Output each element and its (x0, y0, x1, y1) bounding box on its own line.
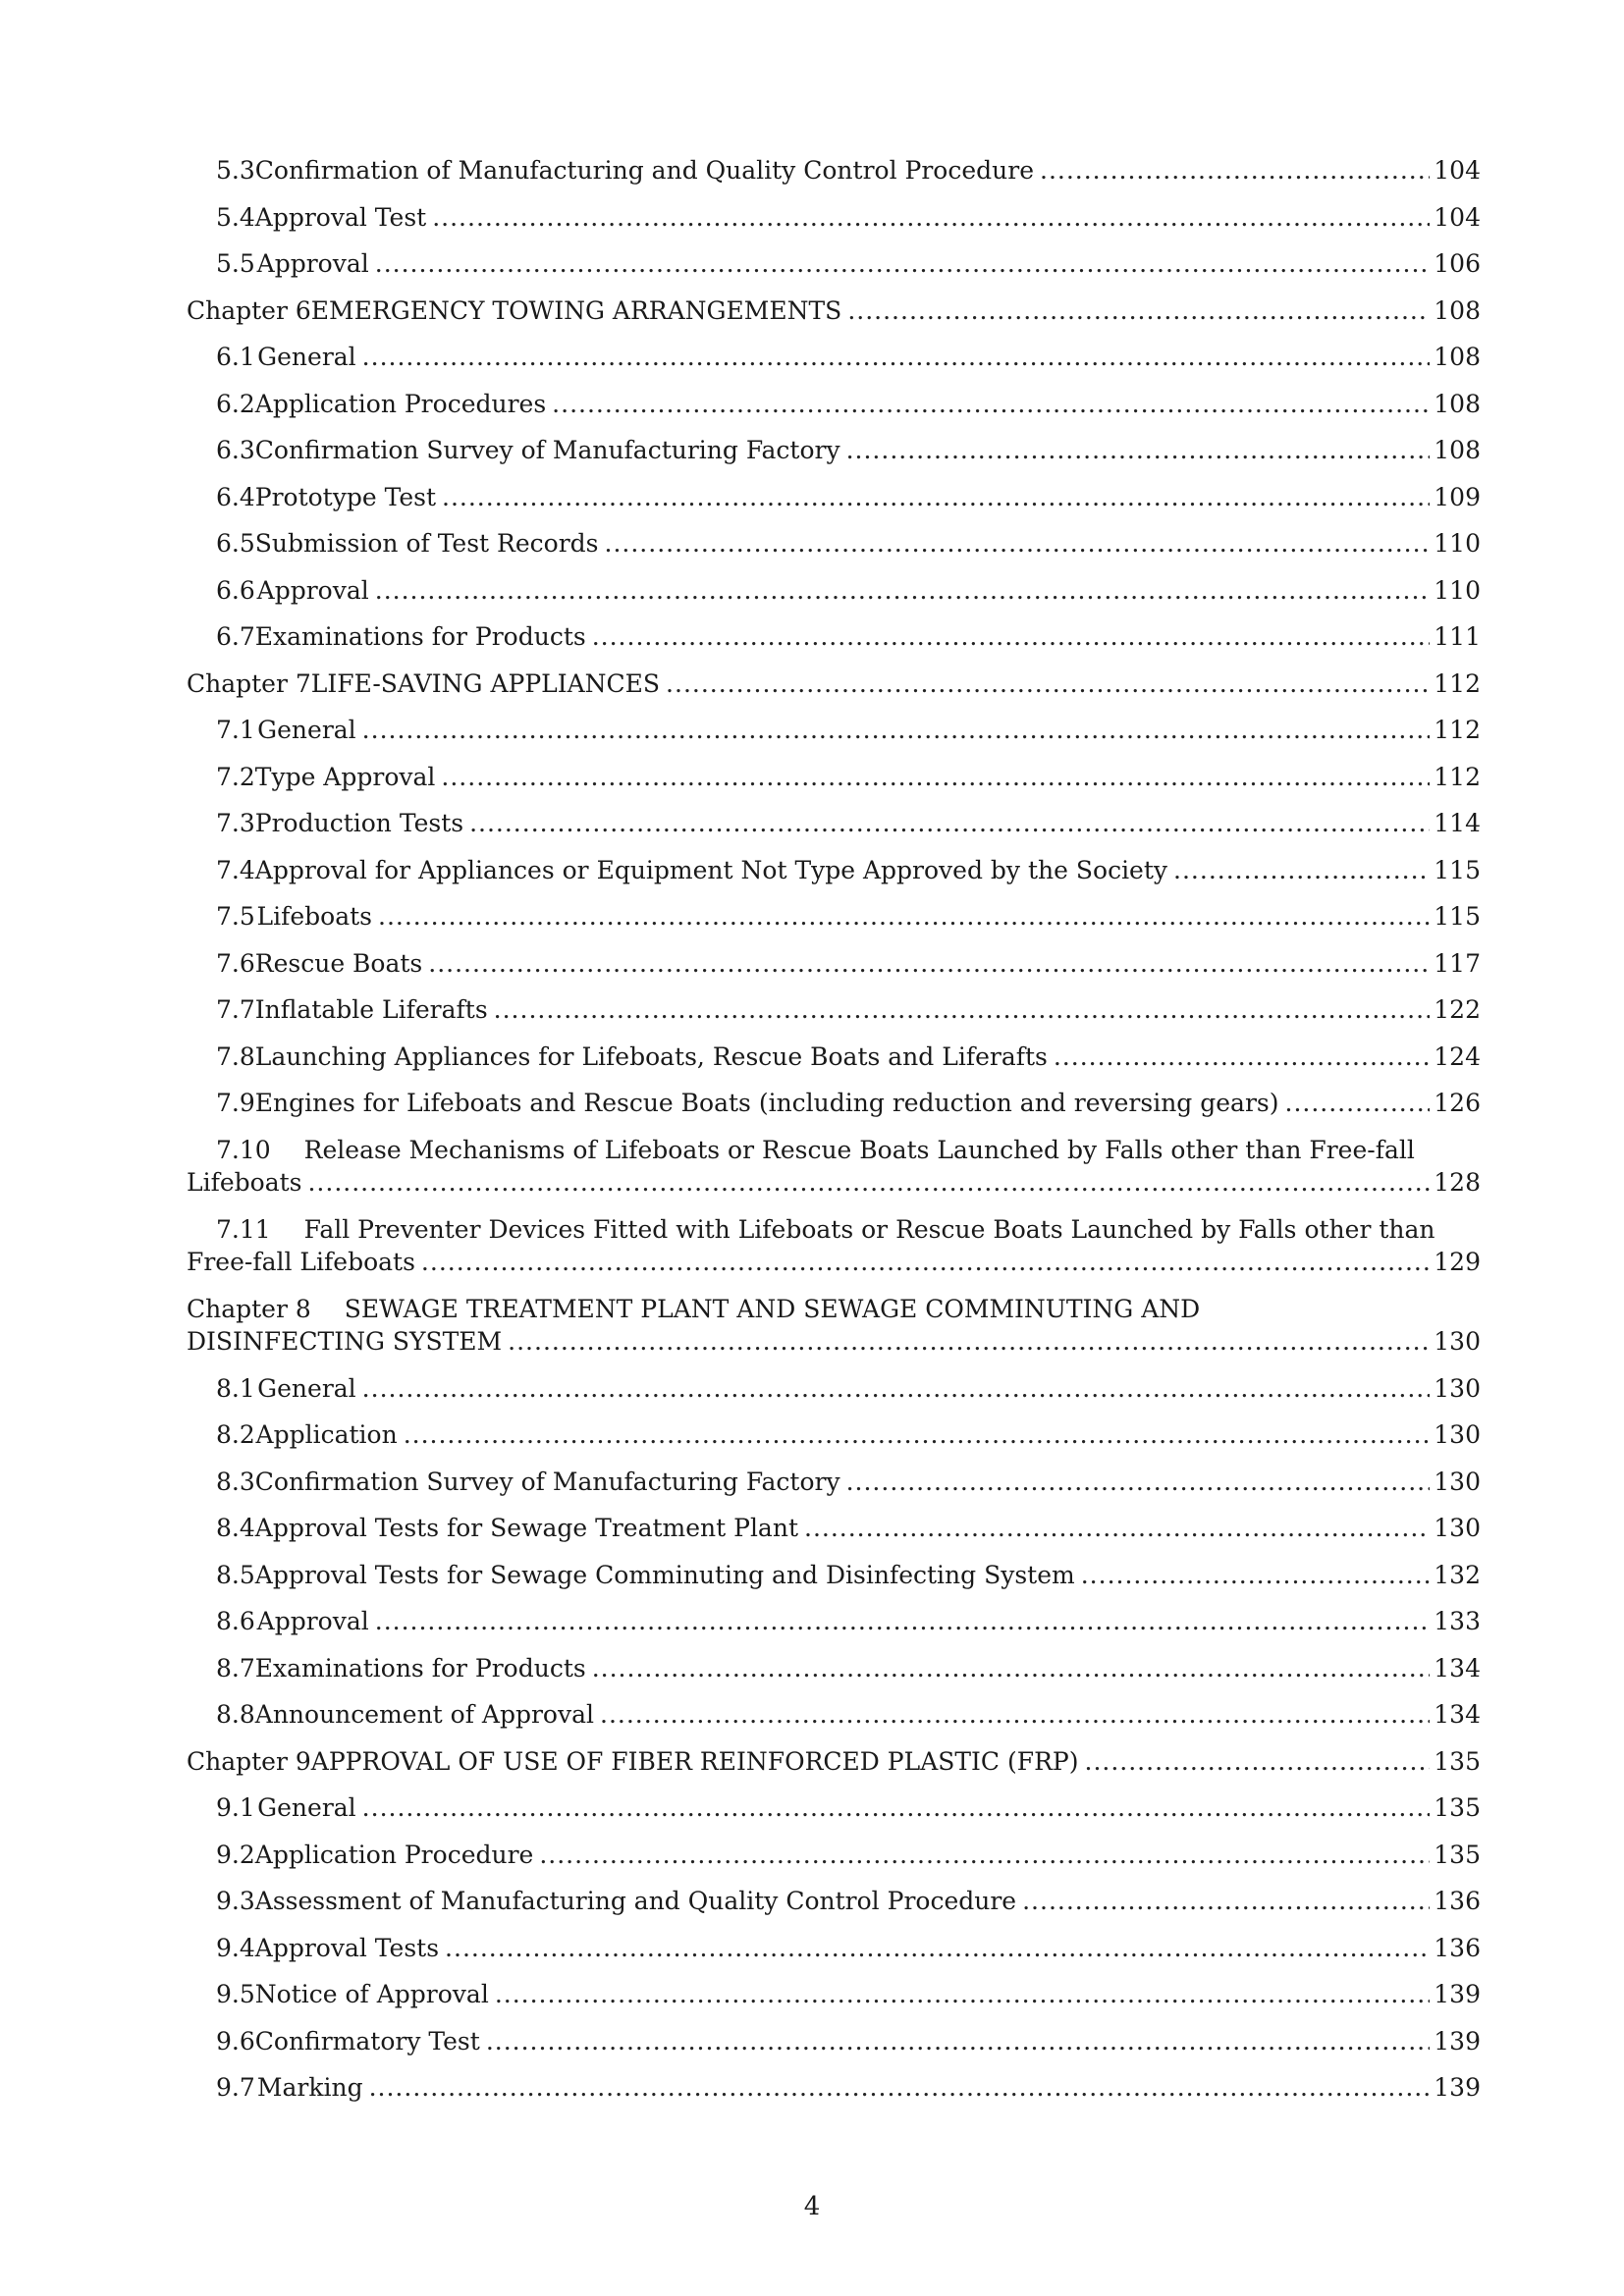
toc-row (187, 1792, 1481, 1824)
toc-section-entry[interactable] (187, 1699, 1481, 1746)
toc-page-number: 108 (1434, 436, 1481, 464)
toc-row (187, 621, 1481, 653)
toc-page-number: 112 (1434, 762, 1481, 791)
toc-number: Chapter 8 (187, 1294, 311, 1323)
toc-row (187, 1247, 1481, 1278)
toc-page-number: 115 (1434, 855, 1481, 884)
toc-title: Fall Preventer Devices Fitted with Lifeboats or Rescue Boats Launched by Falls other than (303, 1214, 1435, 1244)
toc-page-number: 114 (1434, 809, 1481, 837)
toc-section-entry[interactable] (187, 1933, 1481, 1980)
toc-page-number: 126 (1434, 1089, 1481, 1117)
toc-title: Approval Tests for Sewage Comminuting and Disinfecting System (254, 1560, 1075, 1589)
toc-row (187, 1560, 1481, 1591)
toc-leader-dots (1285, 1088, 1431, 1119)
toc-section-entry[interactable] (187, 808, 1481, 855)
toc-row (187, 482, 1481, 513)
table-of-contents (187, 155, 1481, 2119)
toc-title: Announcement of Approval (254, 1700, 595, 1729)
toc-row (187, 2072, 1481, 2104)
toc-section-entry[interactable] (187, 715, 1481, 762)
toc-title: General (257, 343, 356, 371)
toc-section-entry[interactable] (187, 1214, 1481, 1294)
toc-page-number: 112 (1434, 668, 1481, 698)
toc-page-number: 139 (1434, 2073, 1481, 2102)
toc-leader-dots (421, 1247, 1430, 1278)
toc-title: Notice of Approval (254, 1980, 489, 2008)
toc-page-number: 132 (1434, 1560, 1481, 1589)
toc-number: 8.6 (216, 1607, 255, 1635)
toc-number: 7.10 (216, 1135, 271, 1164)
toc-page-number: 130 (1434, 1326, 1481, 1356)
toc-title: Application Procedures (254, 389, 547, 418)
toc-row (187, 1326, 1481, 1358)
toc-leader-dots (592, 621, 1431, 653)
toc-leader-dots (592, 1653, 1431, 1684)
toc-title: General (257, 1373, 356, 1403)
toc-row (187, 435, 1481, 466)
toc-leader-dots (847, 295, 1430, 327)
toc-number: Chapter 6 (187, 295, 311, 325)
toc-page-number: 130 (1434, 1420, 1481, 1449)
toc-row (187, 1933, 1481, 1964)
toc-leader-dots (369, 2072, 1431, 2104)
toc-section-entry[interactable] (187, 1135, 1481, 1214)
toc-row (187, 155, 1481, 187)
toc-row (187, 1606, 1481, 1637)
toc-row (187, 1214, 1481, 1246)
toc-row (187, 1041, 1481, 1073)
toc-title: Application (255, 1420, 398, 1449)
toc-title: Release Mechanisms of Lifeboats or Rescue Boats Launched by Falls other than Free-fall (303, 1135, 1415, 1164)
toc-number: 9.3 (216, 1887, 255, 1915)
toc-page-number: 134 (1434, 1700, 1481, 1729)
toc-row (187, 295, 1481, 327)
toc-number: 7.1 (216, 716, 255, 744)
toc-page-number: 130 (1434, 1514, 1481, 1542)
toc-leader-dots (442, 482, 1430, 513)
toc-number: 6.6 (216, 575, 255, 605)
toc-page-number: 128 (1434, 1167, 1481, 1197)
toc-number: 9.1 (216, 1793, 255, 1822)
toc-leader-dots (375, 1606, 1431, 1637)
toc-page-number: 135 (1434, 1793, 1481, 1822)
toc-page-number: 130 (1434, 1373, 1481, 1403)
toc-leader-dots (804, 1513, 1430, 1544)
toc-page-number: 104 (1434, 156, 1481, 185)
toc-row (187, 342, 1481, 373)
toc-leader-dots (375, 248, 1431, 280)
toc-number: 7.9 (216, 1089, 255, 1117)
toc-number: 8.1 (216, 1373, 255, 1403)
toc-leader-dots (362, 715, 1431, 746)
toc-row (187, 575, 1481, 607)
toc-page-number: 108 (1434, 343, 1481, 371)
toc-row (187, 715, 1481, 746)
toc-section-entry[interactable] (187, 1606, 1481, 1653)
toc-title: Approval Test (254, 202, 427, 232)
toc-leader-dots (362, 1792, 1431, 1824)
toc-chapter-entry[interactable] (187, 1294, 1481, 1373)
toc-section-entry[interactable] (187, 1467, 1481, 1514)
toc-leader-dots (307, 1167, 1430, 1199)
toc-page-number: 133 (1434, 1607, 1481, 1635)
toc-leader-dots (494, 994, 1431, 1026)
toc-page-number: 136 (1434, 1887, 1481, 1915)
toc-row (187, 901, 1481, 933)
toc-row (187, 855, 1481, 886)
toc-leader-dots (600, 1699, 1430, 1731)
toc-leader-dots (362, 1373, 1431, 1405)
toc-section-entry[interactable] (187, 202, 1481, 249)
toc-leader-dots (1081, 1560, 1431, 1591)
toc-title: Rescue Boats (254, 948, 423, 978)
toc-title: Approval Tests for Sewage Treatment Plant (254, 1514, 798, 1542)
toc-leader-dots (378, 901, 1430, 933)
toc-title: Confirmation Survey of Manufacturing Factory (254, 1467, 840, 1496)
toc-section-entry[interactable] (187, 248, 1481, 295)
toc-number: 5.4 (216, 202, 255, 232)
toc-leader-dots (404, 1419, 1431, 1451)
toc-page-number: 135 (1434, 1840, 1481, 1869)
toc-page-number: 111 (1434, 622, 1481, 651)
toc-number: 9.5 (216, 1980, 255, 2008)
toc-section-entry[interactable] (187, 1653, 1481, 1700)
toc-number: 7.11 (216, 1214, 271, 1244)
toc-leader-dots (362, 342, 1431, 373)
toc-number: 9.4 (216, 1933, 255, 1962)
toc-row (187, 762, 1481, 793)
toc-section-entry[interactable] (187, 1419, 1481, 1467)
toc-number: 8.5 (216, 1560, 255, 1589)
toc-page-number: 136 (1434, 1933, 1481, 1962)
toc-number: 7.7 (216, 995, 255, 1024)
toc-leader-dots (1054, 1041, 1430, 1073)
toc-title: Submission of Test Records (254, 529, 599, 558)
toc-row (187, 1467, 1481, 1498)
toc-section-entry[interactable] (187, 528, 1481, 575)
toc-leader-dots (469, 808, 1430, 839)
toc-row (187, 1746, 1481, 1778)
toc-row (187, 1699, 1481, 1731)
toc-leader-dots (846, 435, 1431, 466)
toc-leader-dots (539, 1840, 1430, 1871)
toc-section-entry[interactable] (187, 901, 1481, 948)
toc-page-number: 122 (1434, 995, 1481, 1024)
toc-row (187, 808, 1481, 839)
toc-leader-dots (1085, 1746, 1431, 1778)
toc-leader-dots (495, 1979, 1430, 2010)
toc-number: 7.8 (216, 1041, 255, 1071)
toc-title: Approval for Appliances or Equipment Not Type Approved by the Society (254, 855, 1168, 884)
toc-row (187, 1373, 1481, 1405)
toc-row (187, 1653, 1481, 1684)
toc-page-number: 115 (1434, 902, 1481, 931)
toc-row (187, 389, 1481, 420)
toc-title: Examinations for Products (254, 1653, 586, 1682)
toc-row (187, 1419, 1481, 1451)
toc-page-number: 139 (1434, 1980, 1481, 2008)
toc-title: Engines for Lifeboats and Rescue Boats (including reduction and reversing gears) (254, 1089, 1279, 1117)
toc-section-entry[interactable] (187, 1792, 1481, 1840)
toc-number: 9.6 (216, 2026, 255, 2056)
toc-leader-dots (375, 575, 1431, 607)
toc-title: APPROVAL OF USE OF FIBER REINFORCED PLASTIC (FRP) (310, 1746, 1079, 1776)
toc-page-number: 129 (1434, 1247, 1481, 1276)
toc-leader-dots (605, 528, 1431, 560)
toc-section-entry[interactable] (187, 1513, 1481, 1560)
toc-page-number: 139 (1434, 2026, 1481, 2056)
toc-number: 8.4 (216, 1514, 255, 1542)
toc-title: EMERGENCY TOWING ARRANGEMENTS (310, 295, 842, 325)
toc-title-continued: Lifeboats (187, 1167, 302, 1197)
toc-row (187, 202, 1481, 234)
toc-leader-dots (432, 202, 1430, 234)
toc-row (187, 1979, 1481, 2010)
toc-number: 7.2 (216, 762, 255, 791)
toc-number: Chapter 9 (187, 1746, 311, 1776)
page-number: 4 (803, 2192, 821, 2221)
toc-title: Type Approval (254, 762, 436, 791)
toc-title: Production Tests (254, 809, 464, 837)
toc-chapter-entry[interactable] (187, 295, 1481, 343)
toc-page-number: 108 (1434, 295, 1481, 325)
toc-leader-dots (1040, 155, 1430, 187)
toc-row (187, 1886, 1481, 1917)
toc-page-number: 106 (1434, 249, 1481, 278)
toc-section-entry[interactable] (187, 1560, 1481, 1607)
toc-title: Approval (256, 1607, 369, 1635)
toc-section-entry[interactable] (187, 621, 1481, 668)
toc-number: 6.7 (216, 622, 255, 651)
toc-leader-dots (1022, 1886, 1430, 1917)
toc-section-entry[interactable] (187, 2072, 1481, 2119)
toc-page-number: 108 (1434, 389, 1481, 418)
toc-row (187, 668, 1481, 700)
toc-chapter-entry[interactable] (187, 668, 1481, 716)
toc-number: 6.3 (216, 436, 255, 464)
toc-number: 7.3 (216, 809, 255, 837)
toc-leader-dots (666, 668, 1430, 700)
toc-title: Approval (256, 249, 369, 278)
toc-section-entry[interactable] (187, 2026, 1481, 2073)
toc-number: 6.2 (216, 389, 255, 418)
toc-section-entry[interactable] (187, 1886, 1481, 1933)
toc-number: 9.7 (216, 2073, 255, 2102)
toc-row (187, 994, 1481, 1026)
toc-section-entry[interactable] (187, 575, 1481, 622)
toc-row (187, 248, 1481, 280)
toc-title: General (257, 716, 356, 744)
toc-page-number: 109 (1434, 482, 1481, 511)
toc-number: 7.4 (216, 855, 255, 884)
toc-section-entry[interactable] (187, 435, 1481, 482)
toc-title: Confirmation of Manufacturing and Quality Control Procedure (254, 156, 1034, 185)
toc-row (187, 1135, 1481, 1166)
toc-number: 6.4 (216, 482, 255, 511)
toc-section-entry[interactable] (187, 1041, 1481, 1089)
toc-section-entry[interactable] (187, 1373, 1481, 1420)
toc-page-number: 124 (1434, 1041, 1481, 1071)
toc-section-entry[interactable] (187, 994, 1481, 1041)
toc-page-number: 104 (1434, 202, 1481, 232)
toc-title: Lifeboats (256, 902, 372, 931)
toc-leader-dots (508, 1326, 1430, 1358)
toc-leader-dots (1173, 855, 1430, 886)
toc-title: Examinations for Products (254, 622, 586, 651)
toc-title: Launching Appliances for Lifeboats, Rescue Boats and Liferafts (254, 1041, 1048, 1071)
toc-leader-dots (428, 948, 1430, 980)
toc-page-number: 110 (1434, 529, 1481, 558)
toc-title: Confirmatory Test (254, 2026, 480, 2056)
toc-title: Approval (256, 575, 369, 605)
toc-section-entry[interactable] (187, 1979, 1481, 2026)
toc-section-entry[interactable] (187, 855, 1481, 902)
toc-chapter-entry[interactable] (187, 1746, 1481, 1793)
toc-row (187, 1294, 1481, 1325)
toc-section-entry[interactable] (187, 948, 1481, 995)
toc-row (187, 1088, 1481, 1119)
toc-number: 8.7 (216, 1653, 255, 1682)
toc-title: Application Procedure (254, 1840, 534, 1869)
toc-number: Chapter 7 (187, 668, 311, 698)
toc-page-number: 110 (1434, 575, 1481, 605)
toc-section-entry[interactable] (187, 1840, 1481, 1887)
toc-title-continued: DISINFECTING SYSTEM (187, 1326, 503, 1356)
toc-page-number: 135 (1434, 1746, 1481, 1776)
toc-leader-dots (445, 1933, 1430, 1964)
toc-title: LIFE-SAVING APPLIANCES (310, 668, 661, 698)
toc-number: 8.8 (216, 1700, 255, 1729)
toc-row (187, 1167, 1481, 1199)
toc-page-number: 134 (1434, 1653, 1481, 1682)
toc-number: 7.6 (216, 948, 255, 978)
toc-number: 6.5 (216, 529, 255, 558)
toc-title: Marking (256, 2073, 363, 2102)
toc-section-entry[interactable] (187, 155, 1481, 202)
toc-number: 8.3 (216, 1467, 255, 1496)
toc-section-entry[interactable] (187, 1088, 1481, 1135)
toc-page-number: 117 (1434, 948, 1481, 978)
toc-leader-dots (486, 2026, 1430, 2057)
toc-leader-dots (846, 1467, 1431, 1498)
toc-title: Inflatable Liferafts (254, 995, 488, 1024)
toc-number: 8.2 (216, 1420, 255, 1449)
toc-section-entry[interactable] (187, 389, 1481, 436)
toc-number: 5.5 (216, 249, 255, 278)
toc-row (187, 1513, 1481, 1544)
toc-number: 7.5 (216, 902, 255, 931)
toc-row (187, 528, 1481, 560)
toc-section-entry[interactable] (187, 482, 1481, 529)
toc-leader-dots (441, 762, 1430, 793)
toc-title: Approval Tests (254, 1933, 440, 1962)
toc-number: 5.3 (216, 156, 255, 185)
toc-section-entry[interactable] (187, 762, 1481, 809)
toc-title-continued: Free-fall Lifeboats (187, 1247, 415, 1276)
toc-title: Assessment of Manufacturing and Quality Control Procedure (254, 1887, 1017, 1915)
toc-row (187, 2026, 1481, 2057)
toc-title: Confirmation Survey of Manufacturing Factory (254, 436, 840, 464)
toc-row (187, 948, 1481, 980)
toc-title: SEWAGE TREATMENT PLANT AND SEWAGE COMMINUTING AND (344, 1294, 1201, 1323)
toc-title: Prototype Test (254, 482, 437, 511)
toc-page-number: 112 (1434, 716, 1481, 744)
toc-row (187, 1840, 1481, 1871)
toc-number: 9.2 (216, 1840, 255, 1869)
toc-title: General (257, 1793, 356, 1822)
toc-leader-dots (552, 389, 1430, 420)
toc-section-entry[interactable] (187, 342, 1481, 389)
toc-number: 6.1 (216, 343, 255, 371)
toc-page-number: 130 (1434, 1467, 1481, 1496)
